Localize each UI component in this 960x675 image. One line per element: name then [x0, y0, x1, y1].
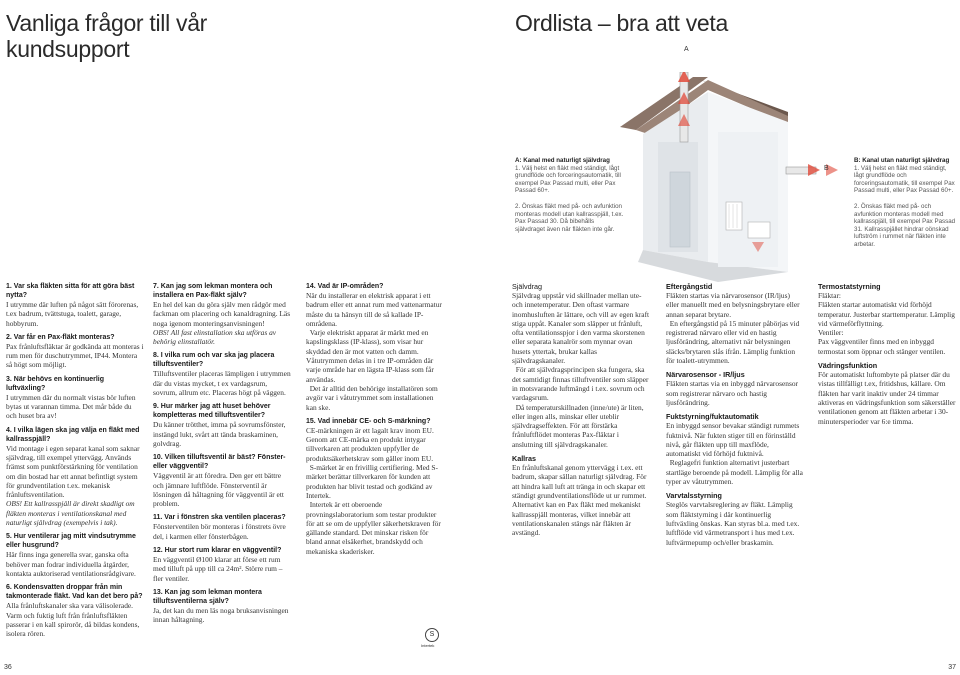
faq-question: 4. I vilka lägen ska jag välja en fläkt med kallrasspjäll?: [6, 426, 140, 443]
faq-answer: Pax frånluftsfläktar är godkända att monteras i rum men för duschutrymmet, IP44. Montera så högt som möjligt.: [6, 341, 144, 370]
glossary-item: [666, 412, 804, 486]
faq-question: 5. Hur ventilerar jag mitt vindsutrymme eller husgrund?: [6, 533, 136, 550]
glossary-text: För att självdragsprincipen ska fungera, ska det samtidigt finnas tilluftventiler som släpper in motsvarande luftmängd i t.ex. sovrum och vardagsrum.: [512, 365, 649, 403]
faq-answer: Vid montage i egen separat kanal som saknar självdrag, till exempel yttervägg. Används främst som punktförstärkning för ventilation om din bostad har ett annat befintligt system för grundventilation t.ex. mekanisk frånluftsventilation.: [6, 443, 140, 500]
glossary-item: [512, 282, 650, 449]
faq-item: [6, 333, 144, 370]
faq-answer: Alla frånluftskanaler ska vara välisolerade. Varm och fuktig luft från frånluftsfläkten passerar i en kall spirorör, då bildas kondens, isolera rören.: [6, 601, 140, 639]
glossary-item: [666, 282, 804, 365]
caption-a-p2: 2. Önskas fläkt med på- och avfunktion monteras modell utan kallrasspjäll, t.ex. Pax Passad 30. Då bibehålls självdraget även när fläkten inte går.: [515, 202, 624, 233]
faq-item: [153, 282, 291, 346]
glossary-item: [818, 282, 956, 356]
faq-answer: Du känner trötthet, imma på sovrumsfönster, instängd lukt, svårt att tända braskaminen, golvdrag.: [153, 420, 286, 448]
faq-column-1: [6, 282, 144, 643]
faq-item: [153, 513, 291, 541]
faq-item: [153, 546, 291, 583]
glossary-text: En frånluftskanal genom yttervägg i t.ex. ett badrum, skapar sällan naturligt självdrag. För att hindra kall luft att tränga in och skapar ett ständigt grundventilationsflöde ut ur rummet. Alternativt kan en Pax fläkt med mekaniskt kallrasspjäll monteras, vilket innebär att ventilationskanalen stängs när fläkten är avstängd.: [512, 463, 647, 538]
faq-column-3: [306, 282, 444, 561]
faq-answer: Intertek är ett oberoende provningslaboratorium som testar produkter för att se om de uppfyller säkerhetskraven för gällande standard. Det minskar risken för bland annat elsäkerhet, brandskydd och mekaniska skaderisker.: [306, 500, 441, 556]
faq-item: [6, 375, 144, 421]
glossary-text: För automatiskt luftombyte på platser där du vistas tillfälligt t.ex, fritidshus, källare. Om fläkten har varit inaktiv under 24 timmar aktiveras en vädringsfunktion som säkerställer ventilationen genom att fläkten arbetar i 30-minutersperioder var 6:e timma.: [818, 370, 956, 426]
glossary-item: [512, 454, 650, 537]
faq-item: [153, 402, 291, 448]
page-title-left: Vanliga frågor till vår kundsupport: [6, 10, 208, 62]
faq-item: [153, 588, 291, 625]
intertek-label: Intertek: [421, 643, 435, 648]
caption-a-p1: 1. Välj helst en fläkt med ständigt, lågt grundflöde och forceringsautomatik, till exempel Pax Passad multi, eller Pax Passad 60+.: [515, 164, 621, 195]
faq-item: [6, 532, 144, 578]
glossary-item: [666, 491, 804, 546]
glossary-column-3: [818, 282, 956, 431]
faq-answer: En väggventil Ø100 klarar att förse ett rum med tilluft på upp till ca 24m². Större rum – fler ventiler.: [153, 555, 283, 583]
faq-question: 15. Vad innebär CE- och S-märkning?: [306, 417, 431, 425]
glossary-term: Vädringsfunktion: [818, 361, 878, 371]
faq-answer: Det är alltid den behörige installatören som avgör var i våtutrymmet som installationen kan ske.: [306, 383, 438, 412]
faq-item: [153, 453, 291, 508]
faq-question: 6. Kondensvatten droppar från min takmonterade fläkt. Vad kan det bero på?: [6, 584, 143, 601]
glossary-text: Reglagefri funktion alternativt justerbart startläge beroende på modell. Lämplig för alla typer av våtutrymmen.: [666, 458, 803, 487]
faq-question: 2. Var får en Pax-fläkt monteras?: [6, 333, 115, 341]
faq-answer: CE-märkningen är ett lagalt krav inom EU. Genom att CE-märka en produkt intygar tillverkaren att produkten uppfyller de produktsäkerhetskrav som gäller inom EU.: [306, 425, 434, 463]
caption-b-p1: 1. Välj helst en fläkt med ständigt, lågt grundflöde och forceringsautomatik, till exempel Pax Passad multi, eller Pax Passad 60+.: [854, 164, 955, 195]
faq-question: 1. Var ska fläkten sitta för att göra bäst nytta?: [6, 283, 135, 299]
glossary-term: Eftergångstid: [666, 282, 713, 291]
page-number-left: 36: [4, 664, 12, 671]
faq-column-2: [153, 282, 291, 630]
glossary-text: Då temperaturskillnaden (inne/ute) är liten, eller ingen alls, minskar eller uteblir självdragseffekten. För att förstärka frånluftflödet monteras Pax-fläktar i anslutning till självdragskanaler.: [512, 402, 644, 449]
glossary-text: En eftergångstid på 15 minuter påbörjas vid registrerad närvaro eller vid en hastig ljusförändring, alternativt när belysningen släcks/brytaren slås ifrån. Lämplig funktion för toalett-utrymmen.: [666, 318, 800, 366]
caption-b-heading: B: Kanal utan naturligt självdrag: [854, 157, 950, 164]
faq-answer: Ja, det kan du men läs noga bruksanvisningen innan håltagning.: [153, 605, 289, 625]
faq-answer: En hel del kan du göra själv men rådgör med fackman om placering och kanaldragning. Läs noga igenom monteringsanvisningen!: [153, 300, 291, 328]
page-title-right: Ordlista – bra att veta: [515, 10, 728, 36]
faq-note: OBS! All fast elinstallation ska utföras av behörig elinstallatör.: [153, 327, 277, 347]
faq-answer: Tilluftsventiler placeras lämpligen i utrymmen där du vistas mycket, t ex vardagsrum, sovrum, allrum etc. Placeras högt på väggen.: [153, 369, 291, 398]
caption-a-heading: A: Kanal med naturligt självdrag: [515, 157, 610, 164]
faq-item: [6, 583, 144, 638]
faq-answer: Väggventil är att föredra. Den ger ett bättre och jämnare luftflöde. Fönsterventil är lösningen då håltagning för väggventil är ett problem.: [153, 471, 284, 509]
glossary-term: Fuktstyrning/fuktautomatik: [666, 412, 759, 422]
glossary-column-1: [512, 282, 650, 542]
glossary-text: Fläktar:: [818, 291, 841, 300]
faq-answer: Varje elektriskt apparat är märkt med en kapslingsklass (IP-klass), som visar hur skyddad den är mot vatten och damm. Våtutrymmen delas in i tre IP-områden där varje område har en lägsta IP-klass som får användas.: [306, 328, 434, 384]
caption-b-p2: 2. Önskas fläkt med på- och avfunktion monteras modell med kallrasspjäll, till exempel Pax Passad 31. Kallrasspjället hindrar oönskad luftström i rummet när fläkten inte arbetar.: [854, 202, 956, 248]
faq-note: OBS! Ett kallrasspjäll är direkt skadligt om fläkten monteras i ventilationskanal med naturligt självdrag (exempelvis i tak).: [6, 499, 135, 528]
house-illustration: [598, 72, 858, 282]
caption-a: [515, 157, 625, 233]
glossary-text: Fläkten startas via närvarosensor (IR/ljus) eller manuellt med en belysningsbrytare eller annan separat brytare.: [666, 291, 800, 319]
faq-answer: I utrymme där luften på något sätt förorenas, t.ex badrum, tvättstuga, toalett, garage, hobbyrum.: [6, 300, 139, 328]
glossary-term: Självdrag: [512, 282, 542, 291]
s-mark-icon: S: [425, 628, 439, 642]
faq-item: [6, 282, 144, 328]
glossary-item: [818, 361, 956, 426]
glossary-column-2: [666, 282, 804, 552]
glossary-text: Fläkten startas via en inbyggd närvarosensor som registrerar närvaro och hastig ljusförändring.: [666, 379, 798, 407]
glossary-term: Varvtalsstyrning: [666, 491, 722, 501]
faq-question: 8. I vilka rum och var ska jag placera tilluftsventiler?: [153, 352, 275, 369]
page-number-right: 37: [948, 664, 956, 671]
glossary-text: Pax väggventiler finns med en inbyggd termostat som öppnar och stänger ventilen.: [818, 337, 946, 356]
faq-question: 10. Vilken tilluftsventil är bäst? Fönster- eller väggventil?: [153, 454, 286, 471]
glossary-item: [666, 370, 804, 407]
label-b: B: [824, 165, 829, 172]
faq-answer: Här finns inga generella svar, ganska ofta behöver man fodrar individuella åtgärder, kontakta auktoriserad ventilationsrådgivare.: [6, 550, 136, 578]
caption-b: [854, 157, 958, 249]
glossary-text: Fläkten startar automatiskt vid förhöjd temperatur. Justerbar starttemperatur. Lämplig vid värmeförflyttning.: [818, 300, 955, 328]
glossary-text: Självdrag uppstår vid skillnader mellan ute- och innetemperatur. Den oftast varmare inomhusluften är lättare, och vill av egen kraft stiga uppåt. Kanaler som släpper ut frånluft, ofta ventilationsspjor i den varma skorstenen eller separata kanalrör som mynnar ovan husets yttertak, brukar kallas självdragskanaler.: [512, 291, 650, 366]
faq-question: 11. Var i fönstren ska ventilen placeras?: [153, 514, 286, 522]
glossary-term: Termostatstyrning: [818, 282, 881, 291]
glossary-term: Närvarosensor - IR/ljus: [666, 370, 745, 380]
faq-answer: S-märket är en frivillig certifiering. Med S-märket berättar tillverkaren för kunden att produkten har blivit testad och godkänd av Intertek.: [306, 463, 438, 500]
glossary-text: Steglös varvtalsreglering av fläkt. Lämplig som fläktstyrning i där kontinuerlig luftväxling önskas. Kan styras bl.a. med t.ex. luftflöde vid värmetransport i hus med t.ex. luftvärmepump och/eller braskamin.: [666, 500, 800, 547]
faq-question: 14. Vad är IP-områden?: [306, 283, 384, 290]
faq-question: 9. Hur märker jag att huset behöver kompletteras med tilluftsventiler?: [153, 403, 271, 420]
glossary-text: Ventiler:: [818, 328, 844, 338]
faq-item: [306, 417, 444, 556]
label-a: A: [684, 46, 689, 53]
glossary-text: En inbyggd sensor bevakar ständigt rummets fuktnivå. När fukten stiger till en förinställd nivå, går fläkten upp till maxflöde, automatiskt vid förhöjd fuktnivå.: [666, 421, 800, 459]
faq-item: [6, 426, 144, 528]
faq-question: 3. När behövs en kontinuerlig luftväxling?: [6, 375, 105, 392]
faq-answer: I utrymmen där du normalt vistas bör luften bytas ut varannan timma. Det mår både du och huset bra av!: [6, 392, 136, 421]
faq-question: 13. Kan jag som lekman montera tilluftsventilerna själv?: [153, 588, 262, 605]
faq-question: 7. Kan jag som lekman montera och installera en Pax-fläkt själv?: [153, 283, 273, 299]
faq-item: [306, 282, 444, 412]
glossary-term: Kallras: [512, 454, 536, 464]
faq-question: 12. Hur stort rum klarar en väggventil?: [153, 547, 282, 555]
faq-answer: Fönsterventilen bör monteras i fönstrets övre del, i karmen eller fönsterbågen.: [153, 522, 286, 541]
faq-item: [153, 351, 291, 397]
faq-answer: När du installerar en elektrisk apparat i ett badrum eller ett annat rum med vattenarmatur måste du ta hänsyn till de så kallade IP-områdena.: [306, 291, 442, 328]
